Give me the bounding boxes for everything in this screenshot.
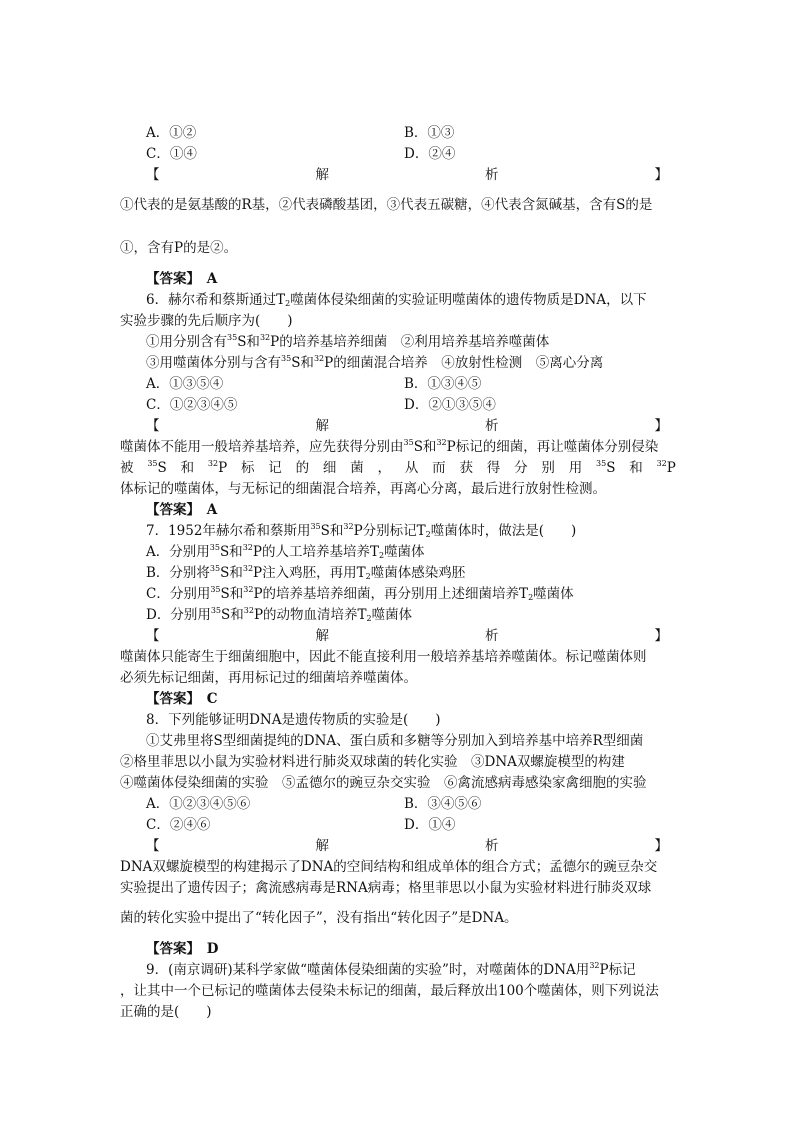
q9-stem-line1: 9．(南京调研)某科学家做“噬菌体侵染细菌的实验”时，对噬菌体的DNA用$^{32}$P标记 (146, 961, 636, 978)
q8-explanation-header: 【 解 析 】 (146, 838, 668, 854)
q6-option-c: C．①②③④⑤ (146, 397, 238, 413)
q5-option-b: B．①③ (404, 125, 455, 141)
q8-item-line3: ④噬菌体侵染细菌的实验 ⑤孟德尔的豌豆杂交实验 ⑥禽流感病毒感染家禽细胞的实验 (120, 775, 647, 791)
q5-option-d: D．②④ (404, 146, 456, 162)
q5-answer: 【答案】 A (146, 271, 218, 287)
q7-explanation-header: 【 解 析 】 (146, 628, 668, 644)
q8-stem: 8．下列能够证明DNA是遗传物质的实验是( ) (146, 712, 441, 728)
q8-answer: 【答案】 D (146, 941, 219, 957)
q7-explanation-line2: 必须先标记细菌，再用标记过的细菌培养噬菌体。 (120, 670, 417, 686)
q6-explanation-line2: 被 $^{35}$S 和 $^{32}$P 标 记 的 细 菌 ， 从 而 获 得 分 别 用 $^{35}$S 和 $^{32}$P (120, 459, 676, 476)
q8-option-a: A．①②③④⑤⑥ (146, 796, 251, 812)
q8-explanation-line1: DNA双螺旋模型的构建揭示了DNA的空间结构和组成单体的组合方式；孟德尔的豌豆杂交 (120, 859, 658, 875)
q7-option-c: C．分别用$^{35}$S和$^{32}$P的培养基培养细菌，再分别用上述细菌培养$T_2$噬菌体 (146, 585, 574, 602)
q8-explanation-line2: 实验提出了遗传因子；禽流感病毒是RNA病毒；格里菲思以小鼠为实验材料进行肺炎双球 (120, 880, 652, 896)
q7-option-b: B．分别将$^{35}$S和$^{32}$P注入鸡胚，再用$T_2$噬菌体感染鸡胚 (146, 564, 466, 581)
q5-option-c: C．①④ (146, 146, 197, 162)
q8-item-line1: ①艾弗里将S型细菌提纯的DNA、蛋白质和多糖等分别加入到培养基中培养R型细菌 (146, 733, 644, 749)
q7-option-a: A．分别用$^{35}$S和$^{32}$P的人工培养基培养$T_2$噬菌体 (146, 543, 425, 560)
q6-explanation-line1: 噬菌体不能用一般培养基培养，应先获得分别由$^{35}$S和$^{32}$P标记的细菌，再让噬菌体分别侵染 (120, 438, 659, 455)
q5-explanation-line1: ①代表的是氨基酸的R基，②代表磷酸基团，③代表五碳糖，④代表含氮碱基，含有S的是 (120, 197, 653, 213)
q6-step-line2: ③用噬菌体分别与含有$^{35}$S和$^{32}$P的细菌混合培养 ④放射性检测 ⑤离心分离 (146, 354, 604, 371)
q8-option-c: C．②④⑥ (146, 817, 211, 833)
q5-option-a: A．①② (146, 125, 197, 141)
q5-explanation-line2: ①，含有P的是②。 (120, 240, 238, 256)
q8-explanation-line3: 菌的转化实验中提出了“转化因子”，没有指出“转化因子”是DNA。 (120, 910, 518, 926)
q6-stem-line2: 实验步骤的先后顺序为( ) (120, 313, 293, 329)
q6-option-b: B．①③④⑤ (404, 376, 482, 392)
q9-stem-line3: 正确的是( ) (120, 1004, 212, 1020)
q6-explanation-header: 【 解 析 】 (146, 418, 668, 434)
q8-item-line2: ②格里菲思以小鼠为实验材料进行肺炎双球菌的转化实验 ③DNA双螺旋模型的构建 (120, 754, 625, 770)
q7-option-d: D．分别用$^{35}$S和$^{32}$P的动物血清培养$T_2$噬菌体 (146, 606, 413, 623)
q7-answer: 【答案】 C (146, 691, 218, 707)
q8-option-d: D．①④ (404, 817, 456, 833)
q6-answer: 【答案】 A (146, 502, 218, 518)
q5-explanation-header: 【 解 析 】 (146, 167, 668, 183)
q6-step-line1: ①用分别含有$^{35}$S和$^{32}$P的培养基培养细菌 ②利用培养基培养噬菌体 (146, 333, 550, 350)
q7-stem: 7．1952年赫尔希和蔡斯用$^{35}$S和$^{32}$P分别标记$T_2$噬菌体时，做法是( ) (146, 522, 577, 539)
q6-option-a: A．①③⑤④ (146, 376, 224, 392)
q6-stem-line1: 6．赫尔希和蔡斯通过$T_2$噬菌体侵染细菌的实验证明噬菌体的遗传物质是DNA，以下 (146, 292, 647, 308)
q6-option-d: D．②①③⑤④ (404, 397, 496, 413)
q6-explanation-line3: 体标记的噬菌体，与无标记的细菌混合培养，再离心分离，最后进行放射性检测。 (120, 481, 606, 497)
q7-explanation-line1: 噬菌体只能寄生于细菌细胞中，因此不能直接利用一般培养基培养噬菌体。标记噬菌体则 (120, 649, 647, 665)
q8-option-b: B．③④⑤⑥ (404, 796, 482, 812)
q9-stem-line2: ，让其中一个已标记的噬菌体去侵染未标记的细菌，最后释放出100个噬菌体，则下列说法 (120, 983, 659, 999)
